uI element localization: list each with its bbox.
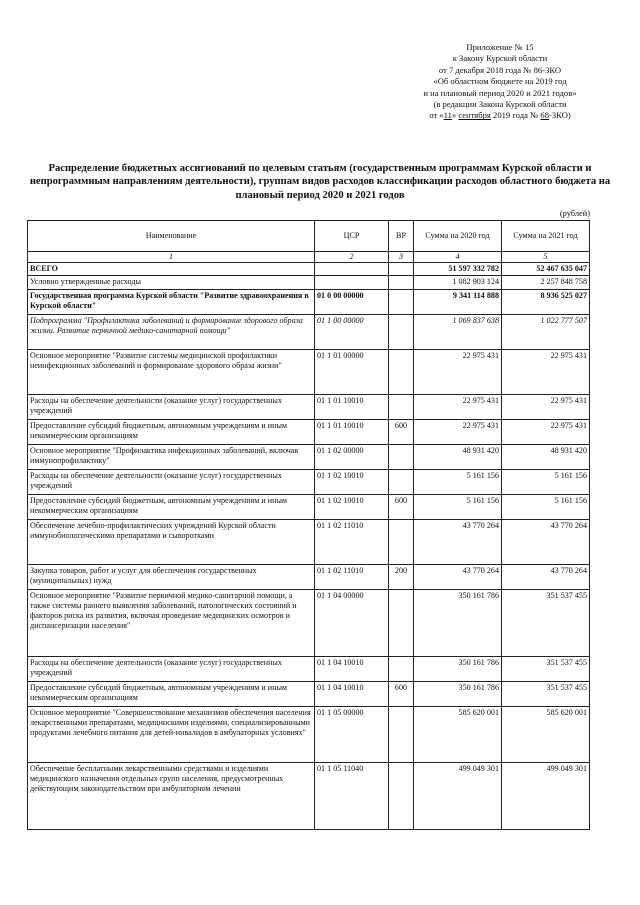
cell-vr: [389, 706, 414, 762]
cell-csr: 01 1 01 10010: [315, 394, 389, 419]
cell-name: Основное мероприятие "Развитие системы медицинской профилактики неинфекционных заболеваний и формирование здорового образа жизни": [28, 349, 315, 394]
column-index: 2: [315, 252, 389, 263]
cell-sum-2020: 1 082 903 124: [414, 276, 502, 289]
appendix-line: от 7 декабря 2018 года № 86-ЗКО: [438, 64, 562, 75]
appendix-line: Приложение № 15: [466, 42, 534, 52]
appendix-amendment-line: [380, 110, 620, 121]
appendix-header: [380, 42, 620, 122]
cell-name: Обеспечение бесплатными лекарственными средствами и изделиями медицинского назначения отдельных групп населения, предусмотренных действующим законодательством при амбулаторном лечении: [28, 762, 315, 829]
table-row: [28, 419, 590, 444]
cell-sum-2021: 2 257 848 758: [502, 276, 590, 289]
cell-sum-2021: 5 161 156: [502, 469, 590, 494]
cell-sum-2021: 43 770 264: [502, 564, 590, 589]
cell-sum-2020: 22 975 431: [414, 394, 502, 419]
amendment-prefix: от «: [429, 110, 444, 121]
cell-sum-2021: 22 975 431: [502, 394, 590, 419]
column-index: 4: [414, 252, 502, 263]
cell-csr: 01 1 04 10010: [315, 656, 389, 681]
cell-csr: 01 1 04 00000: [315, 589, 389, 656]
amendment-mid: »: [451, 110, 459, 121]
cell-csr: 01 1 04 10010: [315, 681, 389, 706]
cell-sum-2021: 48 931 420: [502, 444, 590, 469]
table-header-row: [28, 221, 590, 252]
cell-sum-2021: 585 620 001: [502, 706, 590, 762]
cell-sum-2021: 5 161 156: [502, 494, 590, 519]
cell-name: Предоставление субсидий бюджетным, автономным учреждениям и иным некоммерческим организациям: [28, 681, 315, 706]
cell-csr: [315, 263, 389, 276]
cell-sum-2021: 1 022 777 507: [502, 314, 590, 349]
table-row: [28, 656, 590, 681]
cell-sum-2020: 585 620 001: [414, 706, 502, 762]
table-row: [28, 494, 590, 519]
cell-sum-2021: 22 975 431: [502, 349, 590, 394]
appendix-line: (в редакции Закона Курской области: [433, 99, 567, 110]
table-row: [28, 314, 590, 349]
cell-vr: [389, 263, 414, 276]
table-row: [28, 519, 590, 564]
column-index: 5: [502, 252, 590, 263]
cell-name: Расходы на обеспечение деятельности (оказание услуг) государственных учреждений: [28, 469, 315, 494]
cell-name: Условно утвержденные расходы: [28, 276, 315, 289]
cell-vr: [389, 589, 414, 656]
cell-sum-2020: 48 931 420: [414, 444, 502, 469]
appendix-line: и на плановый период 2020 и 2021 годов»: [423, 87, 577, 98]
table-body: [28, 263, 590, 829]
cell-vr: [389, 394, 414, 419]
cell-vr: [389, 349, 414, 394]
table-row: [28, 276, 590, 289]
cell-sum-2020: 22 975 431: [414, 349, 502, 394]
cell-sum-2020: 5 161 156: [414, 469, 502, 494]
units-label: (рублей): [559, 209, 590, 218]
cell-vr: [389, 519, 414, 564]
amendment-number: 68: [540, 110, 550, 121]
cell-name: Закупка товаров, работ и услуг для обеспечения государственных (муниципальных) нужд: [28, 564, 315, 589]
cell-name: Расходы на обеспечение деятельности (оказание услуг) государственных учреждений: [28, 656, 315, 681]
amendment-suffix: -ЗКО): [549, 110, 571, 121]
cell-name: Предоставление субсидий бюджетным, автономным учреждениям и иным некоммерческим организациям: [28, 494, 315, 519]
header-sum-2020: Сумма на 2020 год: [414, 221, 502, 252]
cell-csr: 01 1 05 00000: [315, 706, 389, 762]
cell-sum-2020: 43 770 264: [414, 519, 502, 564]
header-name: Наименование: [28, 221, 315, 252]
cell-csr: 01 1 02 11010: [315, 519, 389, 564]
table-row: [28, 762, 590, 829]
amendment-month: сентября: [458, 110, 491, 121]
column-index: 1: [28, 252, 315, 263]
cell-name: Расходы на обеспечение деятельности (оказание услуг) государственных учреждений: [28, 394, 315, 419]
table-row: [28, 349, 590, 394]
cell-name: ВСЕГО: [28, 263, 315, 276]
cell-sum-2021: 499 049 301: [502, 762, 590, 829]
table-row: [28, 263, 590, 276]
appendix-line: «Об областном бюджете на 2019 год: [433, 76, 567, 87]
budget-table: [27, 220, 590, 830]
cell-sum-2020: 51 597 332 782: [414, 263, 502, 276]
cell-name: Основное мероприятие "Развитие первичной медико-санитарной помощи, а также системы раннего выявления заболеваний, патологических состояний и факторов риска их развития, включая проведение медицинских осмотров и диспансеризации населения": [28, 589, 315, 656]
header-vr: ВР: [389, 221, 414, 252]
cell-csr: 01 1 01 00000: [315, 349, 389, 394]
cell-csr: 01 0 00 00000: [315, 289, 389, 314]
table-row: [28, 469, 590, 494]
cell-name: Предоставление субсидий бюджетным, автономным учреждениям и иным некоммерческим организациям: [28, 419, 315, 444]
amendment-day: 11: [443, 110, 452, 121]
cell-csr: 01 1 02 10010: [315, 469, 389, 494]
cell-sum-2021: 351 537 455: [502, 589, 590, 656]
table-row: [28, 444, 590, 469]
cell-csr: [315, 276, 389, 289]
cell-sum-2021: 43 770 264: [502, 519, 590, 564]
cell-sum-2020: 499 049 301: [414, 762, 502, 829]
cell-sum-2020: 9 341 114 888: [414, 289, 502, 314]
column-index: 3: [389, 252, 414, 263]
cell-sum-2020: 43 770 264: [414, 564, 502, 589]
header-csr: ЦСР: [315, 221, 389, 252]
cell-name: Обеспечение лечебно-профилактических учреждений Курской области иммунобиологическими препаратами и сыворотками: [28, 519, 315, 564]
cell-sum-2021: 8 936 525 027: [502, 289, 590, 314]
cell-vr: [389, 656, 414, 681]
cell-sum-2020: 22 975 431: [414, 419, 502, 444]
cell-csr: 01 1 02 11010: [315, 564, 389, 589]
cell-csr: 01 1 01 10010: [315, 419, 389, 444]
cell-name: Основное мероприятие "Совершенствование механизмов обеспечения населения лекарственными препаратами, медицинскими изделиями, специализированными продуктами лечебного питания для детей-инвалидов в амбулаторных условиях": [28, 706, 315, 762]
cell-sum-2020: 350 161 786: [414, 589, 502, 656]
cell-vr: 600: [389, 419, 414, 444]
cell-csr: 01 1 00 00000: [315, 314, 389, 349]
table-row: [28, 681, 590, 706]
header-sum-2021: Сумма на 2021 год: [502, 221, 590, 252]
cell-vr: [389, 762, 414, 829]
cell-sum-2021: 52 467 635 047: [502, 263, 590, 276]
cell-sum-2020: 5 161 156: [414, 494, 502, 519]
cell-csr: 01 1 05 11040: [315, 762, 389, 829]
cell-sum-2021: 351 537 455: [502, 656, 590, 681]
table-row: [28, 589, 590, 656]
cell-csr: 01 1 02 00000: [315, 444, 389, 469]
document-title: Распределение бюджетных ассигнований по целевым статьям (государственным программам Курской области и непрограммным направлениям деятельности), группам видов расходов классификации расходов областного бюджета на плановый период 2020 и 2021 годов: [29, 163, 611, 201]
cell-vr: [389, 276, 414, 289]
cell-name: Основное мероприятие "Профилактика инфекционных заболеваний, включая иммунопрофилактику": [28, 444, 315, 469]
cell-vr: 200: [389, 564, 414, 589]
cell-vr: [389, 314, 414, 349]
amendment-mid2: 2019 года №: [490, 110, 541, 121]
column-index-row: [28, 252, 590, 263]
cell-csr: 01 1 02 10010: [315, 494, 389, 519]
cell-sum-2020: 350 161 786: [414, 681, 502, 706]
table-row: [28, 706, 590, 762]
cell-name: Государственная программа Курской области "Развитие здравоохранения в Курской области": [28, 289, 315, 314]
cell-name: Подпрограмма "Профилактика заболеваний и формирование здорового образа жизни. Развитие первичной медико-санитарной помощи": [28, 314, 315, 349]
cell-vr: [389, 469, 414, 494]
appendix-line: к Закону Курской области: [452, 53, 548, 64]
table-row: [28, 394, 590, 419]
table-row: [28, 564, 590, 589]
cell-sum-2021: 351 537 455: [502, 681, 590, 706]
cell-sum-2020: 350 161 786: [414, 656, 502, 681]
table-row: [28, 289, 590, 314]
cell-sum-2020: 1 069 837 638: [414, 314, 502, 349]
cell-vr: [389, 444, 414, 469]
cell-sum-2021: 22 975 431: [502, 419, 590, 444]
cell-vr: [389, 289, 414, 314]
cell-vr: 600: [389, 681, 414, 706]
cell-vr: 600: [389, 494, 414, 519]
